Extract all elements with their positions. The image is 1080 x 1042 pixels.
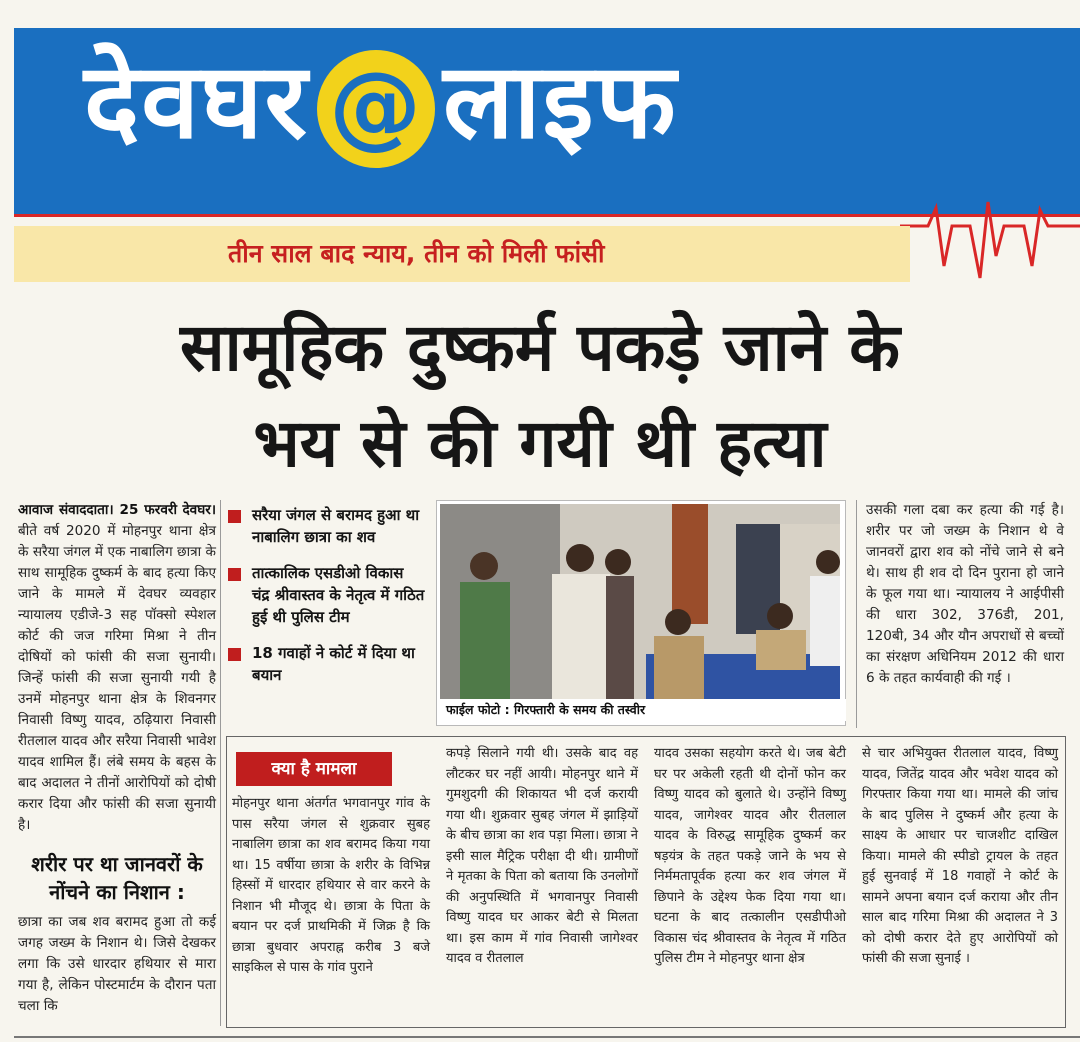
bullet-item: 18 गवाहों ने कोर्ट में दिया था बयान xyxy=(226,642,426,686)
column-rule xyxy=(220,500,221,1026)
lead-text-2: छात्रा का जब शव बरामद हुआ तो कई जगह जख्म के निशान थे। जिसे देखकर लगा कि उसे धारदार हथियार से मारा गया है, लेकिन पोस्टमार्टम के दौरान पता चला कि xyxy=(18,914,216,1014)
bullet-item: सरैया जंगल से बरामद हुआ था नाबालिग छात्रा का शव xyxy=(226,504,426,548)
masthead-title-right: लाइफ xyxy=(443,40,678,162)
at-symbol-icon: @ xyxy=(317,50,435,168)
page-bottom-rule xyxy=(14,1036,1080,1038)
case-column-4: से चार अभियुक्त रीतलाल यादव, विष्णु यादव, जितेंद्र यादव और भवेश यादव को गिरफ्तार किया गया था। मामले की जांच के बाद पुलिस ने दुष्कर्म और हत्या के साक्ष्य के आधार पर चाजशीट दाखिल किया। मामले की स्पीडो ट्रायल के तहत हुई सुनवाई में 18 गवाहों ने कोर्ट के सामने अपना बयान दर्ज कराया और तीन साल बाद गरिमा मिश्रा की अदालत ने 3 को दोषी करार देते हुए आरोपियों को फांसी की सजा सुनाई । xyxy=(862,746,1058,966)
headline-line-2: भय से की गयी थी हत्या xyxy=(253,405,827,482)
case-box-label: क्या है मामला xyxy=(236,752,392,786)
case-column-3: यादव उसका सहयोग करते थे। जब बेटी घर पर अकेली रहती थी दोनों फोन कर विष्णु यादव को बुलाते थे। उन्होंने विष्णु यादव, जागेश्वर यादव और रीतलाल यादव के विरुद्ध सामूहिक दुष्कर्म कर षड़यंत्र के तहत पकड़े जाने के भय से निर्ममतापूर्वक हत्या कर शव जंगल में छिपाने के उद्देश्य फेक दिया गया था। घटना के बाद तत्कालीन एसडीपीओ विकास चंद श्रीवास्तव के नेतृत्व में गठित पुलिस टीम ने मोहनपुर थाना क्षेत्र xyxy=(654,746,846,966)
headline xyxy=(0,300,1080,492)
dateline: देवघर। xyxy=(182,502,216,518)
right-column: उसकी गला दबा कर हत्या की गई है। शरीर पर जो जख्म के निशान थे वे जानवरों द्वारा शव को नोंचे जाने से बने थे। साथ ही शव दो दिन पुराना हो जाने के फूल गया था। न्यायालय ने आईपीसी की धारा 302, 376डी, 201, 120बी, 34 और यौन अपराधों से बच्चों का संरक्षण अधिनियम 2012 की धारा 6 के तहत कार्यवाही की गई । xyxy=(866,502,1064,686)
heartbeat-line-icon xyxy=(900,196,1080,286)
headline-line-1: सामूहिक दुष्कर्म पकड़े जाने के xyxy=(180,309,900,386)
lead-text: बीते वर्ष 2020 में मोहनपुर थाना क्षेत्र के सरैया जंगल में एक नाबालिग छात्रा के साथ सामूहिक दुष्कर्म के बाद हत्या किए जाने के मामले में देवघर व्यवहार न्यायालय एडीजे-3 सह पॉक्सो स्पेशल कोर्ट की जज गरिमा मिश्रा ने तीन दोषियों को फांसी की सजा सुनायी। जिन्हें फांसी की सजा सुनायी गयी है उनमें मोहनपुर थाना क्षेत्र के शिवनगर निवासी विष्णु यादव, ठढ़ियारा निवासी रीतलाल यादव और सरैया निवासी भावेश यादव शामिल हैं। लंबे समय के बहस के बाद अदालत ने तीनों आरोपियों को दोषी करार दिया और फांसी की सजा सुनायी है। xyxy=(18,523,216,833)
arrest-photo-image xyxy=(440,504,840,700)
bullet-item: तात्कालिक एसडीओ विकास चंद्र श्रीवास्तव के नेतृत्व में गठित हुई थी पुलिस टीम xyxy=(226,562,426,628)
news-photo xyxy=(436,500,846,726)
photo-caption: फाईल फोटो : गिरफ्तारी के समय की तस्वीर xyxy=(440,699,846,721)
case-column-2: कपड़े सिलाने गयी थी। उसके बाद वह लौटकर घर नहीं आयी। मोहनपुर थाने में गुमशुदगी की शिकायत भी दर्ज करायी गया थी। शुक्रवार सुबह जंगल में झाड़ियों के बीच छात्रा का शव पड़ा मिला। छात्रा ने इसी साल मैट्रिक परीक्षा दी थी। ग्रामीणों ने मृतका के पिता को बताया कि उनलोगों की अनुपस्थिति में भगवानपुर निवासी विष्णु यादव घर आकर बेटी से मिलता था। इस काम में गांव निवासी जागेश्वर यादव व रीतलाल xyxy=(446,746,638,966)
lead-subhead: शरीर पर था जानवरों के नोंचने का निशान : xyxy=(31,852,203,904)
masthead-logo xyxy=(84,40,678,168)
highlight-bullets xyxy=(226,504,426,700)
masthead-title-left: देवघर xyxy=(84,40,310,162)
kicker-bar xyxy=(14,226,910,282)
masthead xyxy=(14,28,1080,216)
byline: आवाज संवाददाता। 25 फरवरी xyxy=(18,502,177,518)
column-rule xyxy=(856,500,857,728)
lead-column xyxy=(18,500,216,1017)
kicker-text: तीन साल बाद न्याय, तीन को मिली फांसी xyxy=(228,239,605,268)
case-column-1: मोहनपुर थाना अंतर्गत भगवानपुर गांव के पास सरैया जंगल से शुक्रवार सुबह नाबालिग छात्रा का शव बरामद किया गया था। 15 वर्षीया छात्रा के शरीर के विभिन्न हिस्सों में धारदार हथियार से वार करने के निशान भी मौजूद थे। छात्रा के पिता के बयान पर दर्ज प्राथमिकी में जिक्र है कि छात्रा बुधवार अपराह्न करीब 3 बजे साइकिल से पास के गांव पुराने xyxy=(232,796,430,975)
